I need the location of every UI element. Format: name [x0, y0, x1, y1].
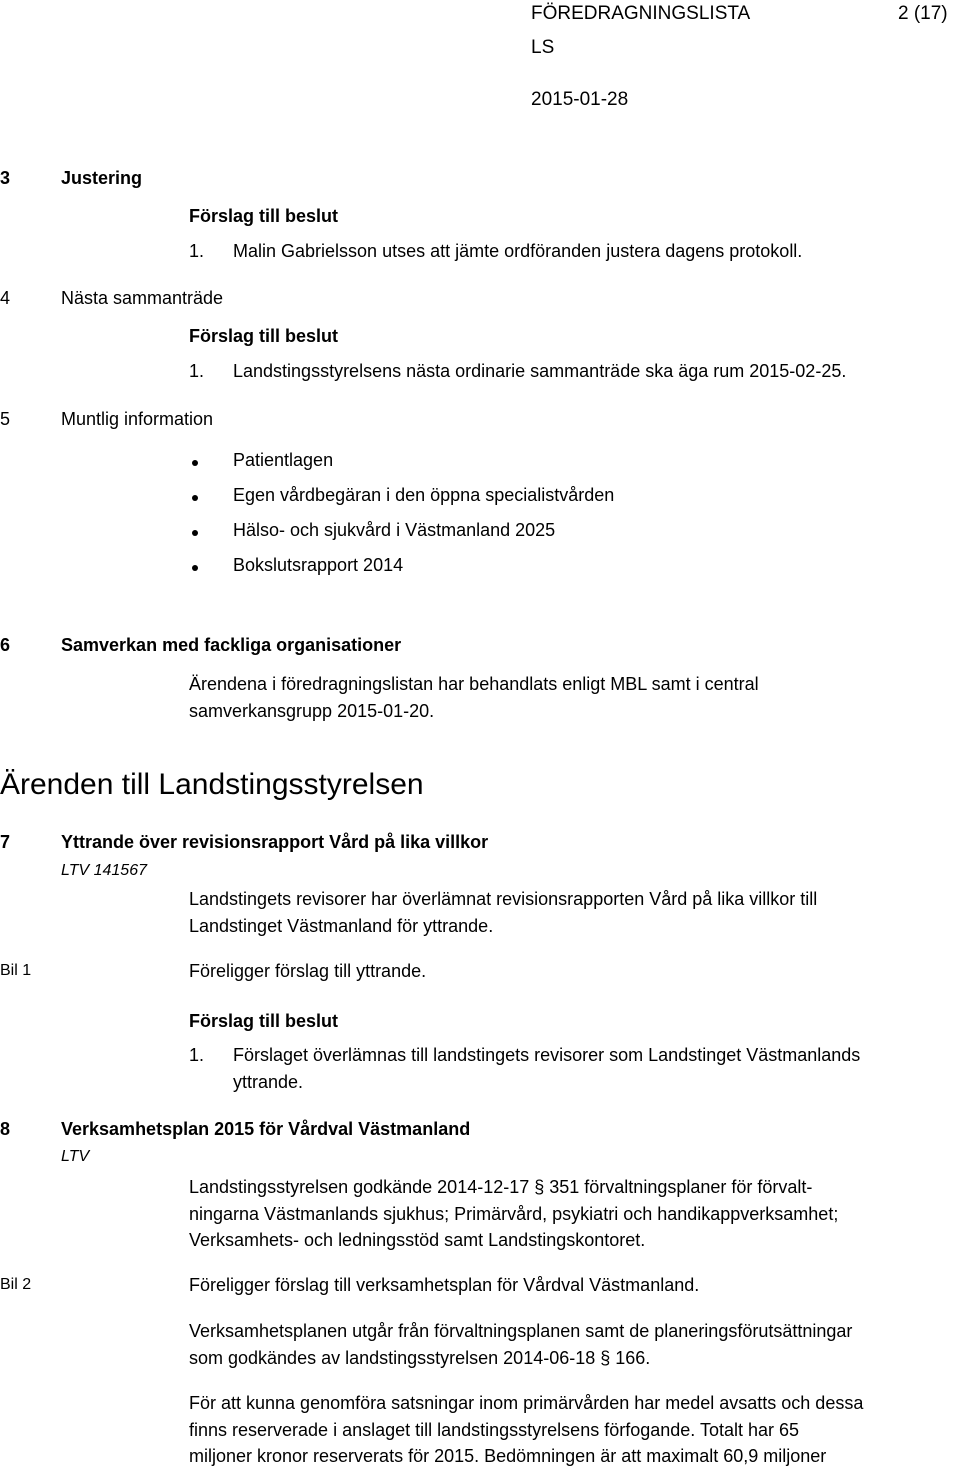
body-text: Ärendena i föredragningslistan har behandlats enligt MBL samt i central: [189, 674, 759, 694]
proposal-heading: Förslag till beslut: [189, 326, 339, 346]
reference-number: LTV: [61, 1148, 90, 1165]
body-text: ningarna Västmanlands sjukhus; Primärvård, psykiatri och handikappverksamhet;: [189, 1204, 839, 1224]
body-text: Föreligger förslag till verksamhetsplan för Vårdval Västmanland.: [189, 1275, 700, 1295]
document-date: 2015-01-28: [531, 89, 629, 110]
decision-number: 1.: [189, 361, 205, 381]
item-number: 6: [0, 635, 11, 655]
item-title: Yttrande över revisionsrapport Vård på lika villkor: [61, 832, 489, 852]
bullet-icon: [192, 460, 198, 466]
body-text: Landstingets revisorer har överlämnat revisionsrapporten Vård på lika villkor till: [189, 889, 818, 909]
bullet-item: Bokslutsrapport 2014: [233, 555, 404, 575]
proposal-heading: Förslag till beslut: [189, 206, 339, 226]
body-text: miljoner kronor reserverats för 2015. Bedömningen är att maximalt 60,9 miljoner: [189, 1446, 827, 1466]
item-title: Samverkan med fackliga organisationer: [61, 635, 402, 655]
bullet-icon: [192, 495, 198, 501]
body-text: Föreligger förslag till yttrande.: [189, 961, 427, 981]
body-text: samverkansgrupp 2015-01-20.: [189, 701, 435, 721]
body-text: Landstinget Västmanland för yttrande.: [189, 916, 494, 936]
item-title: Muntlig information: [61, 409, 214, 429]
item-number: 8: [0, 1119, 11, 1139]
body-text: Verksamhets- och ledningsstöd samt Landstingskontoret.: [189, 1230, 646, 1250]
reference-number: LTV 141567: [61, 862, 147, 879]
bullet-icon: [192, 530, 198, 536]
body-text: finns reserverade i anslaget till landstingsstyrelsens förfogande. Totalt har 65: [189, 1420, 800, 1440]
item-number: 5: [0, 409, 11, 429]
bullet-item: Egen vårdbegäran i den öppna specialistvården: [233, 485, 615, 505]
decision-text: Landstingsstyrelsens nästa ordinarie sammanträde ska äga rum 2015-02-25.: [233, 361, 847, 381]
decision-text: Förslaget överlämnas till landstingets revisorer som Landstinget Västmanlands: [233, 1045, 861, 1065]
decision-number: 1.: [189, 1045, 205, 1065]
bullet-icon: [192, 565, 198, 571]
body-text: Landstingsstyrelsen godkände 2014-12-17 § 351 förvaltningsplaner för förvalt-: [189, 1177, 813, 1197]
item-title: Justering: [61, 168, 143, 188]
body-text: som godkändes av landstingsstyrelsen 2014-06-18 § 166.: [189, 1348, 651, 1368]
proposal-heading: Förslag till beslut: [189, 1011, 339, 1031]
decision-text: yttrande.: [233, 1072, 304, 1092]
item-title: Verksamhetsplan 2015 för Vårdval Västmanland: [61, 1119, 471, 1139]
decision-text: Malin Gabrielsson utses att jämte ordföranden justera dagens protokoll.: [233, 241, 803, 261]
body-text: Verksamhetsplanen utgår från förvaltningsplanen samt de planeringsförutsättningar: [189, 1321, 853, 1341]
section-heading: Ärenden till Landstingsstyrelsen: [0, 768, 424, 801]
item-number: 3: [0, 168, 11, 188]
decision-number: 1.: [189, 241, 205, 261]
body-text: För att kunna genomföra satsningar inom primärvården har medel avsatts och dessa: [189, 1393, 864, 1413]
item-number: 7: [0, 832, 11, 852]
org-code: LS: [531, 37, 555, 58]
item-title: Nästa sammanträde: [61, 288, 224, 308]
attachment-label: Bil 1: [0, 962, 32, 979]
document-title: FÖREDRAGNINGSLISTA: [531, 3, 751, 24]
page-number: 2 (17): [898, 3, 948, 24]
bullet-item: Hälso- och sjukvård i Västmanland 2025: [233, 520, 556, 540]
item-number: 4: [0, 288, 11, 308]
bullet-item: Patientlagen: [233, 450, 334, 470]
attachment-label: Bil 2: [0, 1276, 32, 1293]
